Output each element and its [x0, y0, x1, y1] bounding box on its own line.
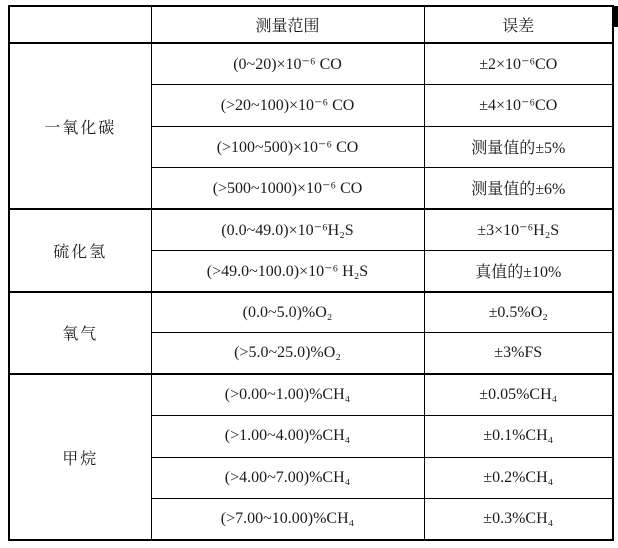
header-range-cell: 测量范围	[151, 6, 424, 43]
gas-name-hydrogen-sulfide: 硫化氢	[9, 209, 151, 292]
gas-spec-table	[8, 5, 614, 541]
error-cell: ±2×10⁻⁶CO	[424, 43, 613, 84]
range-cell: (>5.0~25.0)%O₂	[151, 333, 424, 374]
gas-name-oxygen: 氧气	[9, 292, 151, 375]
range-cell: (>7.00~10.00)%CH₄	[151, 498, 424, 540]
error-cell: 测量值的±5%	[424, 126, 613, 167]
header-row	[9, 6, 613, 43]
gas-name-methane: 甲烷	[9, 374, 151, 540]
range-cell: (>4.00~7.00)%CH₄	[151, 457, 424, 498]
range-cell: (>500~1000)×10⁻⁶ CO	[151, 167, 424, 208]
header-corner-cell	[9, 6, 151, 43]
error-cell: ±0.2%CH₄	[424, 457, 613, 498]
error-cell: ±0.5%O₂	[424, 292, 613, 333]
table-row	[9, 209, 613, 250]
text-cursor-artifact	[612, 6, 618, 27]
error-cell: ±0.05%CH₄	[424, 374, 613, 415]
error-cell: ±0.3%CH₄	[424, 498, 613, 540]
error-cell: ±4×10⁻⁶CO	[424, 85, 613, 126]
range-cell: (>20~100)×10⁻⁶ CO	[151, 85, 424, 126]
range-cell: (>0.00~1.00)%CH₄	[151, 374, 424, 415]
gas-name-carbon-monoxide: 一氧化碳	[9, 43, 151, 209]
range-cell: (>49.0~100.0)×10⁻⁶ H₂S	[151, 250, 424, 291]
header-error-cell: 误差	[424, 6, 613, 43]
range-cell: (>100~500)×10⁻⁶ CO	[151, 126, 424, 167]
error-cell: ±3%FS	[424, 333, 613, 374]
error-cell: 测量值的±6%	[424, 167, 613, 208]
error-cell: 真值的±10%	[424, 250, 613, 291]
range-cell: (0~20)×10⁻⁶ CO	[151, 43, 424, 84]
error-cell: ±0.1%CH₄	[424, 416, 613, 457]
range-cell: (0.0~49.0)×10⁻⁶H₂S	[151, 209, 424, 250]
table-row	[9, 43, 613, 84]
table-row	[9, 292, 613, 333]
error-cell: ±3×10⁻⁶H₂S	[424, 209, 613, 250]
range-cell: (0.0~5.0)%O₂	[151, 292, 424, 333]
table-row	[9, 374, 613, 415]
range-cell: (>1.00~4.00)%CH₄	[151, 416, 424, 457]
